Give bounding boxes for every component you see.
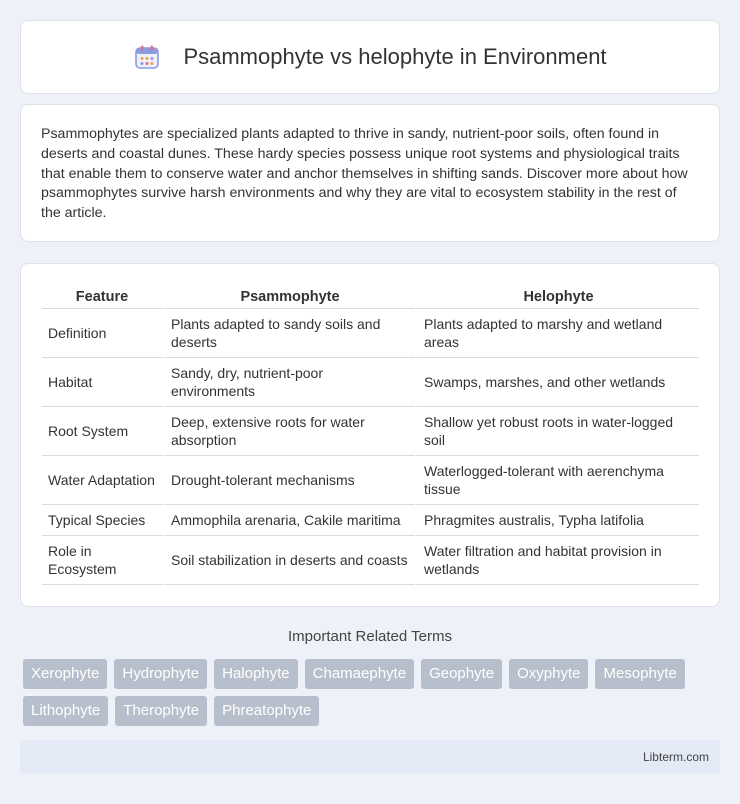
related-term-tag[interactable]: Lithophyte — [23, 696, 108, 726]
page-title: Psammophyte vs helophyte in Environment — [183, 44, 607, 69]
footer-site-link[interactable]: Libterm.com — [642, 749, 709, 764]
table-row — [42, 456, 699, 505]
row-feature: Role in Ecosystem — [42, 536, 162, 585]
row-helophyte: Swamps, marshes, and other wetlands — [415, 358, 699, 407]
row-feature: Water Adaptation — [42, 456, 162, 505]
header-feature: Feature — [42, 284, 162, 309]
row-feature: Root System — [42, 407, 162, 456]
intro-card — [20, 104, 720, 242]
header-psammophyte: Psammophyte — [162, 284, 415, 309]
row-helophyte: Shallow yet robust roots in water-logged soil — [415, 407, 699, 456]
related-term-tag[interactable]: Mesophyte — [595, 659, 684, 689]
row-feature: Definition — [42, 309, 162, 358]
row-helophyte: Waterlogged-tolerant with aerenchyma tissue — [415, 456, 699, 505]
table-row — [42, 407, 699, 456]
comparison-table — [42, 284, 699, 585]
row-psammophyte: Deep, extensive roots for water absorption — [162, 407, 415, 456]
calendar-icon — [133, 43, 161, 71]
row-helophyte: Plants adapted to marshy and wetland areas — [415, 309, 699, 358]
table-header-row — [42, 284, 699, 309]
row-psammophyte: Soil stabilization in deserts and coasts — [162, 536, 415, 585]
table-row — [42, 536, 699, 585]
related-term-tag[interactable]: Halophyte — [214, 659, 298, 689]
related-term-tag[interactable]: Oxyphyte — [509, 659, 588, 689]
table-row — [42, 309, 699, 358]
row-feature: Habitat — [42, 358, 162, 407]
row-psammophyte: Drought-tolerant mechanisms — [162, 456, 415, 505]
row-feature: Typical Species — [42, 505, 162, 536]
footer — [20, 740, 720, 773]
related-terms-list — [23, 659, 723, 733]
row-helophyte: Phragmites australis, Typha latifolia — [415, 505, 699, 536]
table-row — [42, 358, 699, 407]
related-term-tag[interactable]: Xerophyte — [23, 659, 107, 689]
related-term-tag[interactable]: Chamaephyte — [305, 659, 414, 689]
related-terms-title: Important Related Terms — [288, 628, 452, 645]
comparison-table-card — [20, 263, 720, 607]
header-card — [20, 20, 720, 94]
row-helophyte: Water filtration and habitat provision in wetlands — [415, 536, 699, 585]
related-term-tag[interactable]: Therophyte — [115, 696, 207, 726]
row-psammophyte: Plants adapted to sandy soils and deserts — [162, 309, 415, 358]
related-term-tag[interactable]: Geophyte — [421, 659, 502, 689]
intro-paragraph: Psammophytes are specialized plants adapted to thrive in sandy, nutrient-poor soils, often found in deserts and coastal dunes. These hardy species possess unique root systems and physiological traits that enable them to conserve water and anchor themselves in shifting sands. Discover more about how psammophytes survive harsh environments and why they are vital to ecosystem stability in the rest of the article. — [41, 126, 688, 222]
table-row — [42, 505, 699, 536]
related-term-tag[interactable]: Hydrophyte — [114, 659, 207, 689]
row-psammophyte: Sandy, dry, nutrient-poor environments — [162, 358, 415, 407]
header-helophyte: Helophyte — [415, 284, 699, 309]
row-psammophyte: Ammophila arenaria, Cakile maritima — [162, 505, 415, 536]
related-term-tag[interactable]: Phreatophyte — [214, 696, 319, 726]
